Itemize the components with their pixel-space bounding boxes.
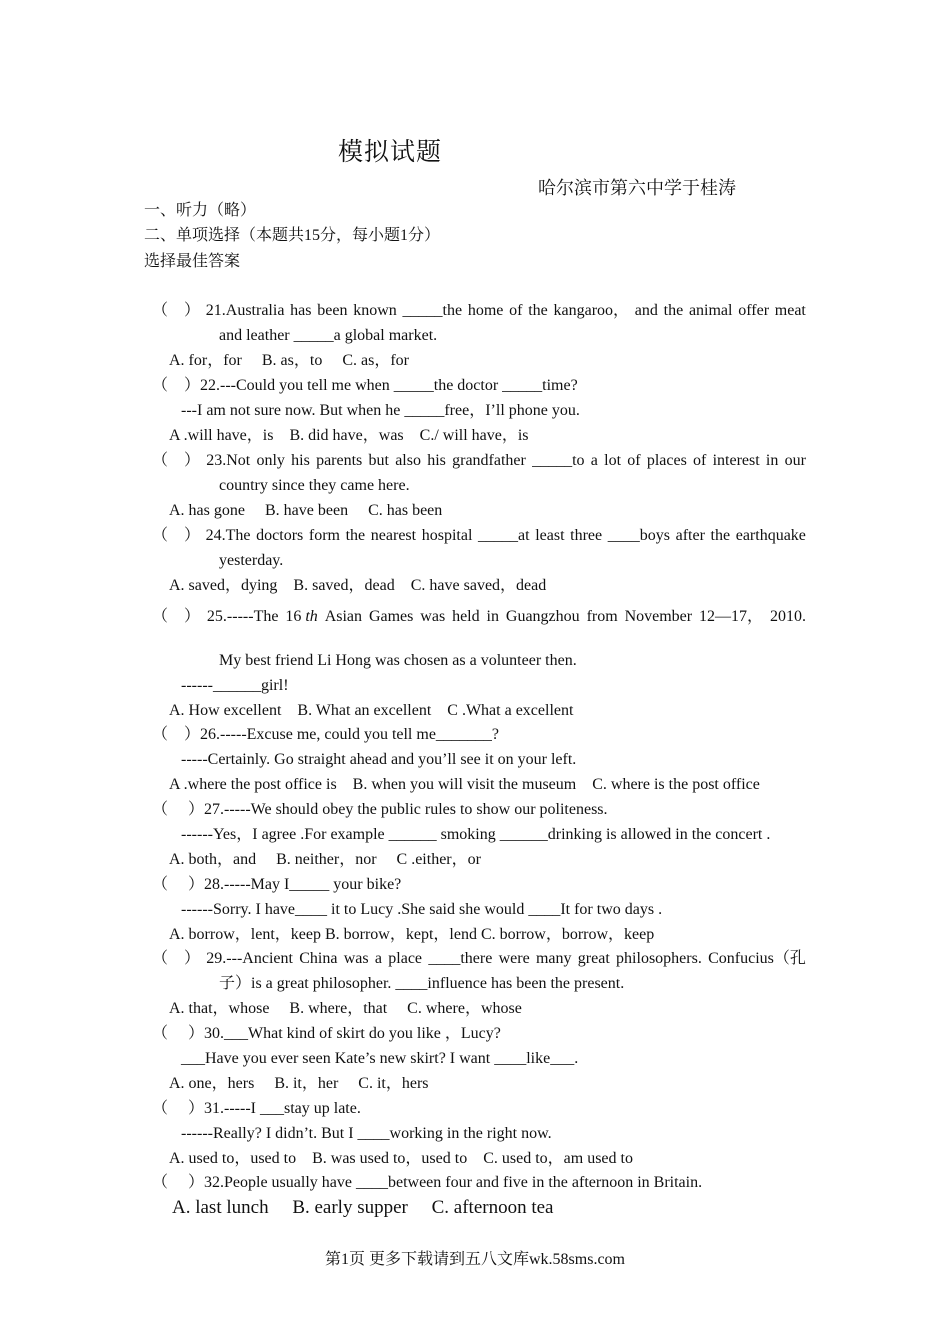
q23-word: also <box>395 452 421 469</box>
question-25-response: ------______girl! <box>181 677 289 694</box>
question-21 <box>152 298 806 373</box>
q25-word: held <box>452 608 480 625</box>
q21-word: known <box>353 302 397 319</box>
page-title: 模拟试题 <box>338 139 443 166</box>
q21-word: meat <box>774 302 806 319</box>
q24-word: ____boys <box>607 527 670 544</box>
q25-word: November <box>624 608 693 625</box>
q21-word: 21.Australia <box>205 302 285 319</box>
q21-word: home <box>467 302 504 319</box>
q24-word: the <box>710 527 731 544</box>
q25-number: 16 <box>285 608 302 625</box>
question-26-response: -----Certainly. Go straight ahead and you’ll see it on your left. <box>181 751 577 768</box>
q29-word: 29.---Ancient <box>206 950 293 967</box>
question-31-options: A. used to，used to B. was used to，used to C. used to，am used to <box>169 1150 633 1167</box>
page-footer: 第1页 更多下载请到五八文库wk.58sms.com <box>324 1251 625 1268</box>
question-28 <box>152 872 806 947</box>
q21-word: _____the <box>402 302 463 319</box>
question-22-options: A .will have，is B. did have，was C./ will have，is <box>169 427 529 444</box>
question-27 <box>152 797 806 872</box>
q23-word: but <box>368 452 389 469</box>
q23-word: only <box>256 452 285 469</box>
q25-word: was <box>420 608 446 625</box>
question-25-line <box>152 604 806 629</box>
q21-word: the <box>663 302 684 319</box>
q25-paren: （ ） <box>152 608 201 625</box>
q24-word: form <box>308 527 340 544</box>
question-21-line <box>152 298 806 323</box>
question-24 <box>152 523 806 598</box>
q23-word: his <box>291 452 310 469</box>
question-30-line: （ ）30.___What kind of skirt do you like ，Lucy? <box>152 1025 501 1042</box>
question-31-line: （ ）31.-----I ___stay up late. <box>152 1100 361 1117</box>
question-30-options: A. one，hers B. it，her C. it，hers <box>169 1075 429 1092</box>
q23-word: interest <box>712 452 760 469</box>
question-22 <box>152 373 806 448</box>
section-listening: 一、听力（略） <box>144 202 257 219</box>
question-26-options: A .where the post office is B. when you will visit the museum C. where is the post office <box>169 776 760 793</box>
question-27-options: A. both，and B. neither，nor C .either，or <box>169 851 481 868</box>
q29-word: Confucius（孔 <box>708 950 806 967</box>
question-24-line <box>152 523 806 548</box>
q29-word: were <box>498 950 530 967</box>
q21-word: has <box>290 302 312 319</box>
q23-word: of <box>693 452 707 469</box>
question-21-options: A. for，for B. as，to C. as，for <box>169 352 409 369</box>
q24-word: 24.The <box>205 527 251 544</box>
q23-word: parents <box>316 452 363 469</box>
question-31-response: ------Really? I didn’t. But I ____working in the right now. <box>181 1125 552 1142</box>
q25-word: from <box>586 608 618 625</box>
question-22-line: （ ）22.---Could you tell me when _____the doctor _____time? <box>152 377 578 394</box>
q29-word: a <box>374 950 382 967</box>
q29-word: philosophers. <box>616 950 702 967</box>
question-23-line <box>152 448 806 473</box>
q21-word: kangaroo， <box>553 302 630 319</box>
question-26-line: （ ）26.-----Excuse me, could you tell me_______? <box>152 726 500 743</box>
q24-word: after <box>675 527 705 544</box>
q29-word: was <box>343 950 369 967</box>
q21-word: and <box>634 302 658 319</box>
q29-word: ____there <box>428 950 493 967</box>
question-28-options: A. borrow，lent，keep B. borrow，kept，lend C. borrow，borrow，keep <box>169 926 655 943</box>
author-line: 哈尔滨市第六中学于桂涛 <box>538 178 736 198</box>
q21-word: the <box>528 302 548 319</box>
q21-paren: （ ） <box>152 302 201 319</box>
q24-word: least <box>535 527 565 544</box>
q23-word: _____to <box>532 452 585 469</box>
q23-word: lot <box>604 452 622 469</box>
question-27-response: ------Yes，I agree .For example ______ smoking ______drinking is allowed in the concert . <box>181 826 771 843</box>
q24-word: nearest <box>370 527 417 544</box>
question-25 <box>152 604 806 723</box>
q23-word: grandfather <box>452 452 526 469</box>
question-32-line: （ ）32.People usually have ____between four and five in the afternoon in Britain. <box>152 1174 703 1191</box>
q29-word: China <box>299 950 338 967</box>
question-23-options: A. has gone B. have been C. has been <box>169 502 443 519</box>
q25-word: Guangzhou <box>505 608 580 625</box>
q29-word: great <box>577 950 610 967</box>
question-25-options: A. How excellent B. What an excellent C .What a excellent <box>169 702 574 719</box>
q23-word: places <box>646 452 687 469</box>
q24-word: _____at <box>478 527 530 544</box>
question-26 <box>152 722 806 797</box>
q21-word: been <box>317 302 348 319</box>
q25-word: 2010. <box>769 608 806 625</box>
question-29 <box>152 946 806 1021</box>
question-28-line: （ ）28.-----May I_____ your bike? <box>152 876 402 893</box>
q21-word: of <box>509 302 523 319</box>
q24-word: hospital <box>421 527 473 544</box>
question-29-line <box>152 946 806 971</box>
q25-ordinal-suffix: th <box>305 608 318 625</box>
question-30 <box>152 1021 806 1096</box>
q23-word: in <box>765 452 779 469</box>
question-23-continuation: country since they came here. <box>219 477 410 494</box>
q25-word: 12—17， <box>699 608 764 625</box>
question-23 <box>152 448 806 523</box>
q24-paren: （ ） <box>152 527 201 544</box>
question-30-response: ___Have you ever seen Kate’s new skirt? I want ____like___. <box>181 1050 579 1067</box>
q24-word: earthquake <box>735 527 806 544</box>
question-29-options: A. that，whose B. where，that C. where，whose <box>169 1000 522 1017</box>
q24-word: doctors <box>256 527 304 544</box>
q21-word: animal <box>688 302 733 319</box>
question-28-response: ------Sorry. I have____ it to Lucy .She said she would ____It for two days . <box>181 901 663 918</box>
question-31 <box>152 1096 806 1171</box>
question-32-options: A. last lunch B. early supper C. afternoon tea <box>172 1197 554 1218</box>
q24-word: the <box>345 527 366 544</box>
question-21-continuation: and leather _____a global market. <box>219 327 438 344</box>
q29-word: many <box>535 950 572 967</box>
q25-word: Asian <box>324 608 363 625</box>
question-24-options: A. saved，dying B. saved，dead C. have saved，dead <box>169 577 547 594</box>
q24-word: three <box>570 527 603 544</box>
question-29-continuation: 子）is a great philosopher. ____influence has been the present. <box>219 975 625 992</box>
question-25-continuation: My best friend Li Hong was chosen as a volunteer then. <box>219 652 577 669</box>
q25-ordinal <box>285 604 317 629</box>
q29-paren: （ ） <box>152 950 201 967</box>
question-24-continuation: yesterday. <box>219 552 284 569</box>
q25-word: in <box>486 608 499 625</box>
instruction-text: 选择最佳答案 <box>144 253 241 270</box>
q23-word: of <box>627 452 641 469</box>
question-27-line: （ ）27.-----We should obey the public rules to show our politeness. <box>152 801 608 818</box>
section-choice: 二、单项选择（本题共15分，每小题1分） <box>144 227 441 244</box>
q25-word: Games <box>368 608 414 625</box>
q23-word: 23.Not <box>206 452 251 469</box>
q21-word: offer <box>738 302 770 319</box>
question-32 <box>152 1170 806 1221</box>
q23-word: a <box>590 452 598 469</box>
q23-word: his <box>427 452 446 469</box>
q23-word: our <box>784 452 806 469</box>
q25-word: 25.-----The <box>206 608 279 625</box>
q23-paren: （ ） <box>152 452 201 469</box>
question-22-response: ---I am not sure now. But when he _____free，I’ll phone you. <box>181 402 580 419</box>
q29-word: place <box>388 950 423 967</box>
